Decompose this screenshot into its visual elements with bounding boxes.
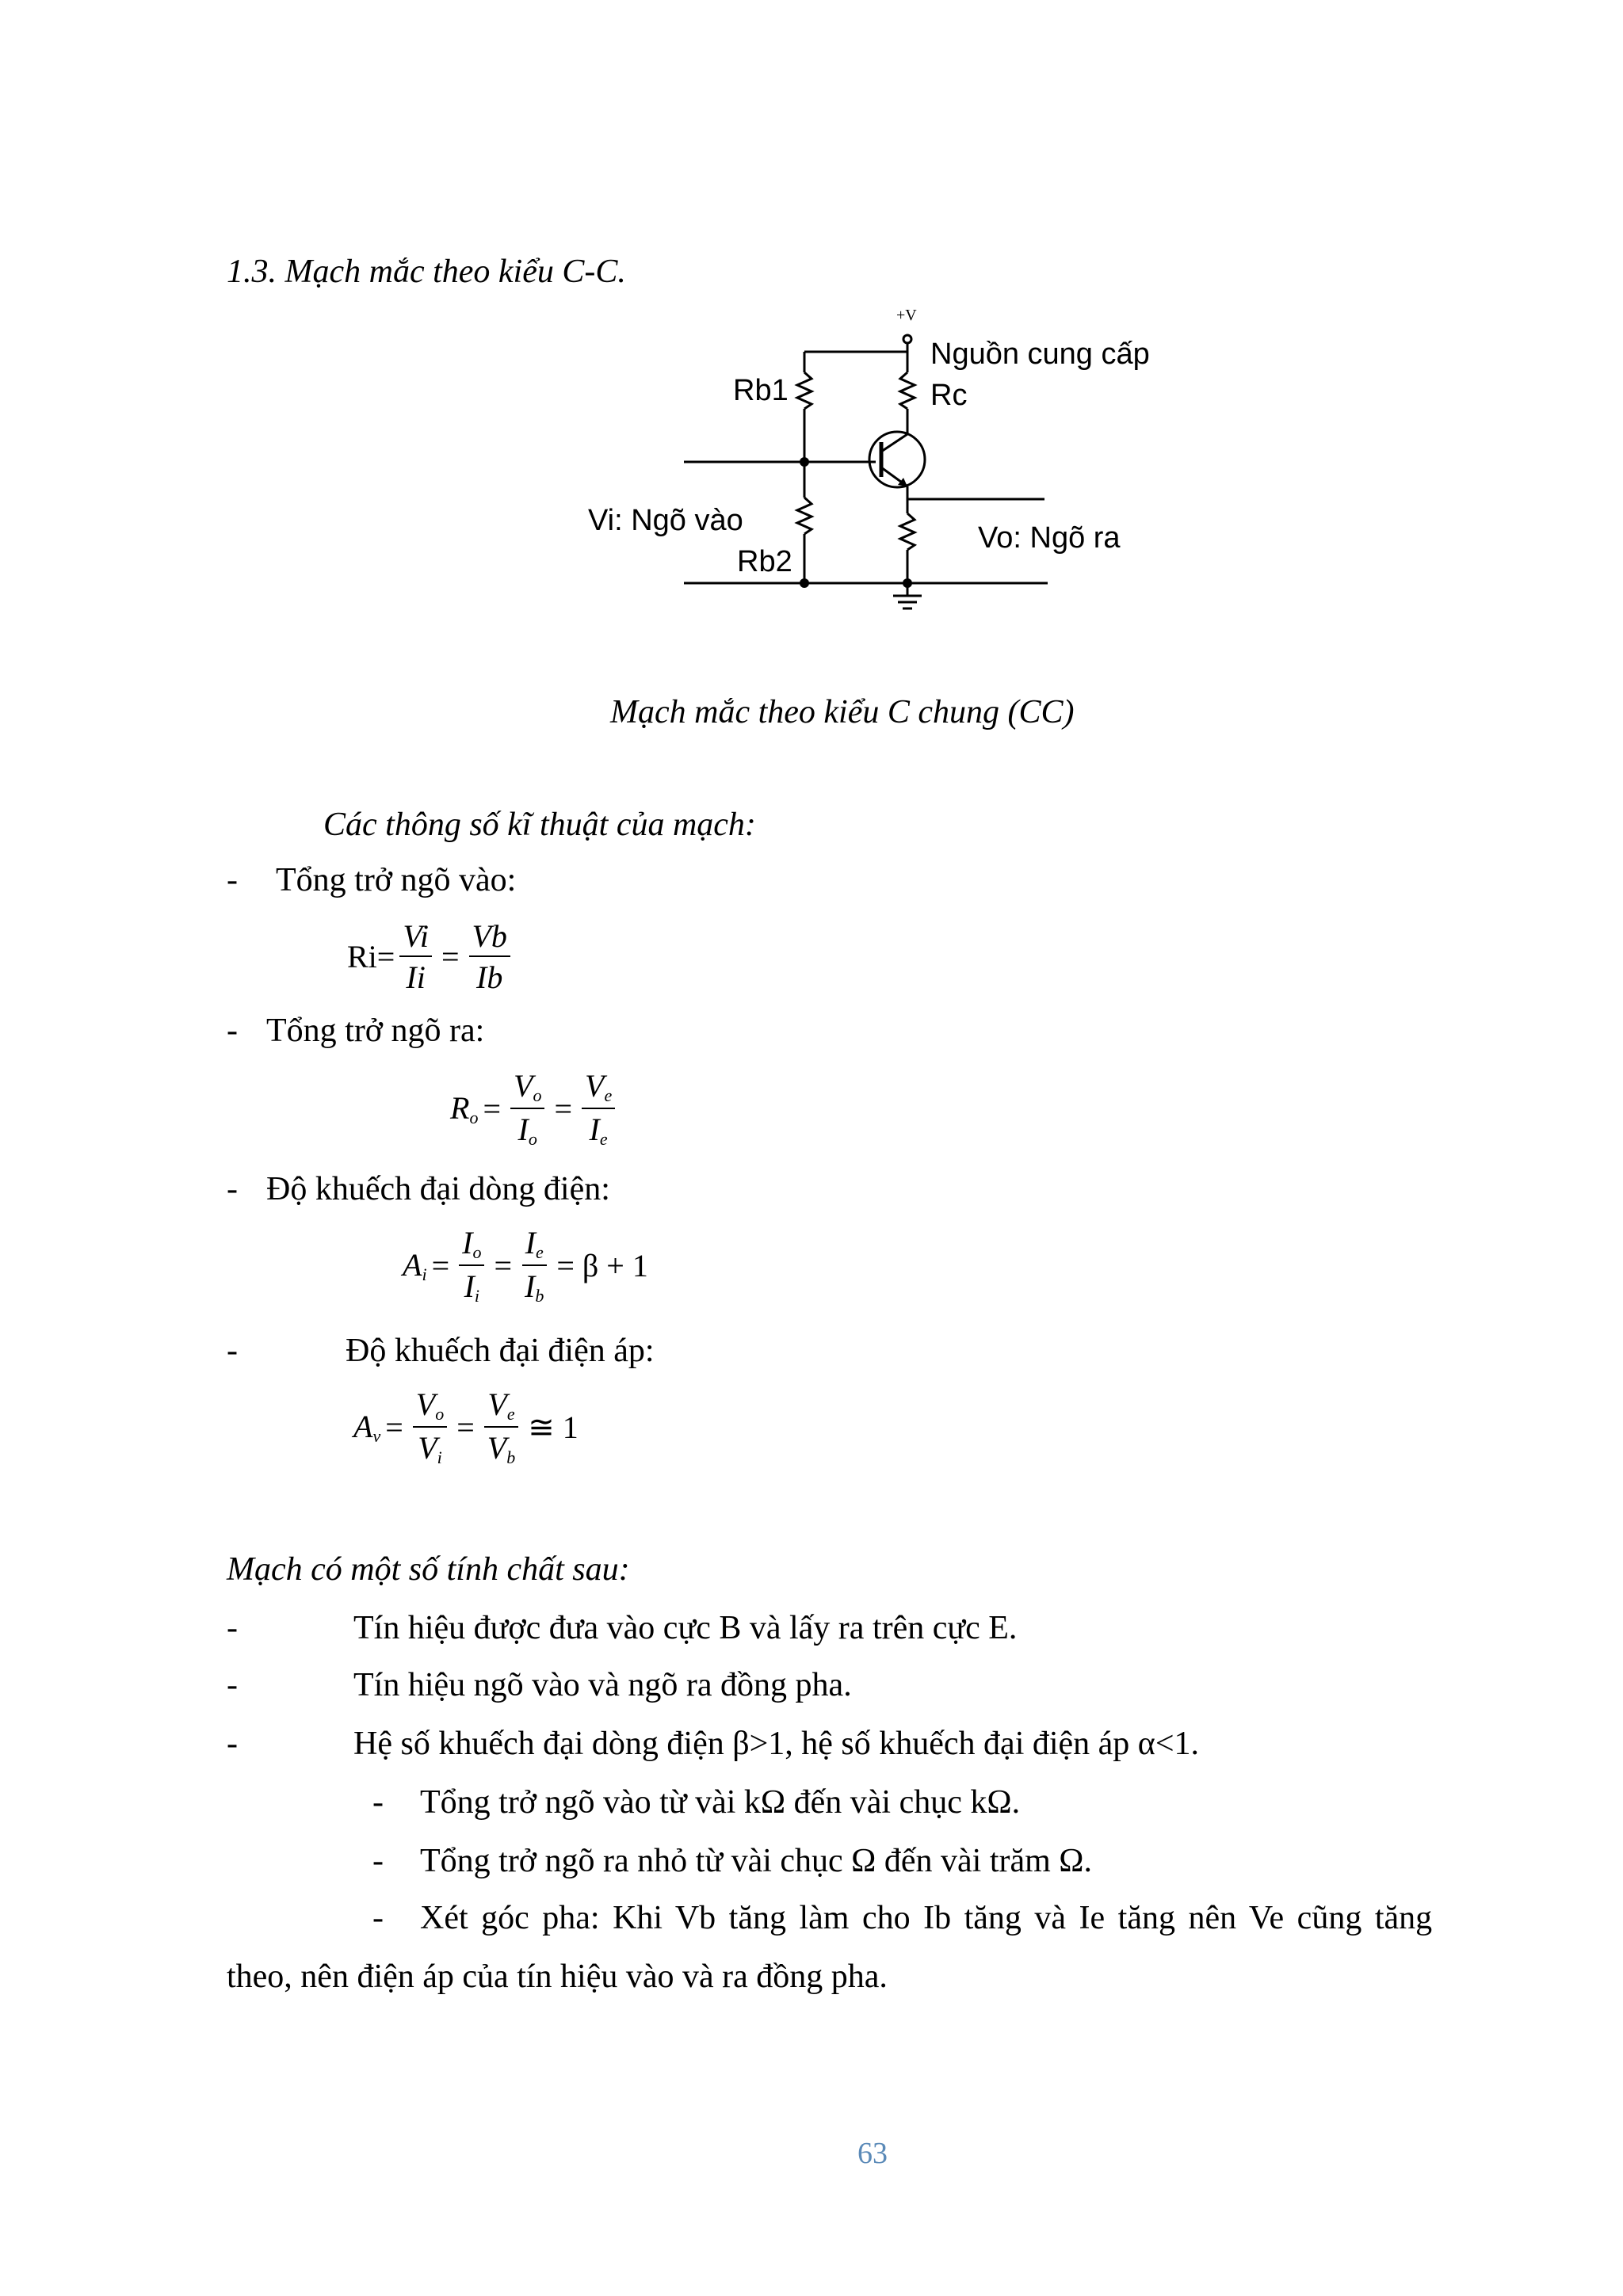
input-label: Vi: Ngõ vào xyxy=(588,504,743,537)
subscript: o xyxy=(533,1085,542,1105)
denominator: I xyxy=(464,1268,475,1304)
fraction xyxy=(459,1227,484,1305)
list-dash: - xyxy=(227,862,238,898)
subscript: i xyxy=(474,1286,480,1306)
list-dash: - xyxy=(227,1726,238,1762)
current-gain-rhs: = β + 1 xyxy=(556,1248,648,1283)
junction-dot xyxy=(800,578,809,588)
denominator: I xyxy=(589,1112,600,1147)
sub-property-item: Tổng trở ngõ ra nhỏ từ vài chục Ω đến vài trăm Ω. xyxy=(420,1843,1093,1879)
voltage-gain-rhs: ≅ 1 xyxy=(528,1409,579,1445)
rb1-resistor xyxy=(797,372,812,409)
numerator: I xyxy=(525,1225,536,1261)
subscript: b xyxy=(535,1286,544,1306)
subscript: o xyxy=(472,1242,482,1262)
list-dash: - xyxy=(227,1013,238,1049)
subscript: o xyxy=(435,1404,445,1424)
list-dash: - xyxy=(227,1171,238,1207)
property-item: Hệ số khuếch đại dòng điện β>1, hệ số khuếch đại điện áp α<1. xyxy=(353,1726,1200,1762)
rb2-resistor xyxy=(797,498,812,534)
subscript: b xyxy=(506,1447,516,1467)
rc-resistor xyxy=(900,372,915,409)
supply-symbol: +V xyxy=(896,307,917,324)
subscript: v xyxy=(372,1425,381,1446)
voltage-gain-label: Độ khuếch đại điện áp: xyxy=(346,1333,655,1369)
junction-dot xyxy=(903,578,912,588)
subscript: i xyxy=(422,1264,427,1284)
section-heading: 1.3. Mạch mắc theo kiểu C-C. xyxy=(227,254,626,290)
supply-label: Nguồn cung cấp xyxy=(930,338,1150,371)
figure-caption: Mạch mắc theo kiểu C chung (CC) xyxy=(610,694,1075,730)
subscript: o xyxy=(469,1107,479,1127)
denominator: V xyxy=(418,1430,437,1466)
current-gain-formula: $A_i$ = $\frac{I_o}{I_i}$ = $\frac{I_e}{I_b}$ = β + 1 xyxy=(403,1225,648,1306)
property-item: Tín hiệu ngõ vào và ngõ ra đồng pha. xyxy=(353,1667,852,1703)
input-impedance-formula xyxy=(347,917,515,997)
output-impedance-label: Tổng trở ngõ ra: xyxy=(266,1013,485,1049)
sub-property-item: Xét góc pha: Khi Vb tăng làm cho Ib tăng và Ie tăng nên Ve cũng tăng xyxy=(420,1900,1433,1936)
fraction xyxy=(399,918,432,995)
numerator: V xyxy=(487,1386,507,1422)
subscript: e xyxy=(599,1129,608,1149)
equals-sign: = xyxy=(441,939,460,974)
properties-heading: Mạch có một số tính chất sau: xyxy=(227,1551,630,1588)
rb2-label: Rb2 xyxy=(737,545,792,578)
rb1-label: Rb1 xyxy=(733,374,789,407)
supply-terminal xyxy=(903,335,911,343)
property-item: Tín hiệu được đưa vào cực B và lấy ra trên cực E. xyxy=(353,1610,1018,1646)
fraction xyxy=(413,1386,447,1467)
numerator: Vi xyxy=(399,921,432,957)
output-label: Vo: Ngõ ra xyxy=(978,521,1121,555)
subscript: o xyxy=(528,1129,537,1149)
numerator: Vb xyxy=(469,921,510,957)
voltage-gain-formula: $A_v$ = $\frac{V_o}{V_i}$ = $\frac{V_e}{V_b}$ ≅ 1 xyxy=(353,1386,579,1467)
fraction xyxy=(582,1070,615,1148)
symbol: A xyxy=(403,1246,422,1283)
denominator: Ii xyxy=(406,959,426,995)
current-gain-label: Độ khuếch đại dòng điện: xyxy=(266,1171,610,1207)
input-impedance-label: Tổng trở ngõ vào: xyxy=(276,862,517,898)
fraction xyxy=(484,1386,518,1467)
list-dash: - xyxy=(372,1843,384,1879)
av-lhs xyxy=(353,1408,381,1446)
transistor-collector xyxy=(881,434,907,452)
output-impedance-formula: $R_o$ = $\frac{V_o}{I_o}$ = $\frac{V_e}{I_e}$ xyxy=(450,1070,620,1149)
fraction xyxy=(521,1227,547,1305)
denominator: V xyxy=(487,1430,507,1466)
sub-property-item: Tổng trở ngõ vào từ vài kΩ đến vài chục kΩ. xyxy=(420,1784,1021,1821)
list-dash: - xyxy=(372,1784,384,1821)
specs-heading: Các thông số kĩ thuật của mạch: xyxy=(323,807,756,843)
subscript: e xyxy=(506,1404,515,1424)
rc-label: Rc xyxy=(930,379,968,412)
page-number: 63 xyxy=(857,2137,888,2170)
emitter-arrow xyxy=(898,478,907,486)
ro-lhs xyxy=(450,1089,479,1127)
junction-dot xyxy=(800,457,809,467)
denominator: I xyxy=(525,1268,536,1304)
denominator: I xyxy=(517,1112,529,1147)
ri-lhs: Ri= xyxy=(347,939,395,974)
numerator: V xyxy=(585,1068,605,1104)
ai-lhs xyxy=(403,1246,427,1284)
symbol: R xyxy=(450,1089,470,1126)
subscript: e xyxy=(604,1085,613,1105)
numerator: V xyxy=(514,1068,533,1104)
numerator: I xyxy=(462,1225,473,1261)
list-dash: - xyxy=(227,1610,238,1646)
fraction xyxy=(510,1070,544,1148)
cc-circuit-diagram xyxy=(571,309,1205,626)
numerator: V xyxy=(415,1386,436,1422)
denominator: Ib xyxy=(476,959,503,995)
re-resistor xyxy=(900,513,915,550)
subscript: e xyxy=(535,1242,544,1262)
paragraph-continuation: theo, nên điện áp của tín hiệu vào và ra đồng pha. xyxy=(227,1958,888,1995)
subscript: i xyxy=(437,1447,442,1467)
list-dash: - xyxy=(227,1667,238,1703)
symbol: A xyxy=(353,1408,373,1444)
fraction xyxy=(469,918,510,995)
list-dash: - xyxy=(372,1900,384,1936)
list-dash: - xyxy=(227,1333,238,1369)
